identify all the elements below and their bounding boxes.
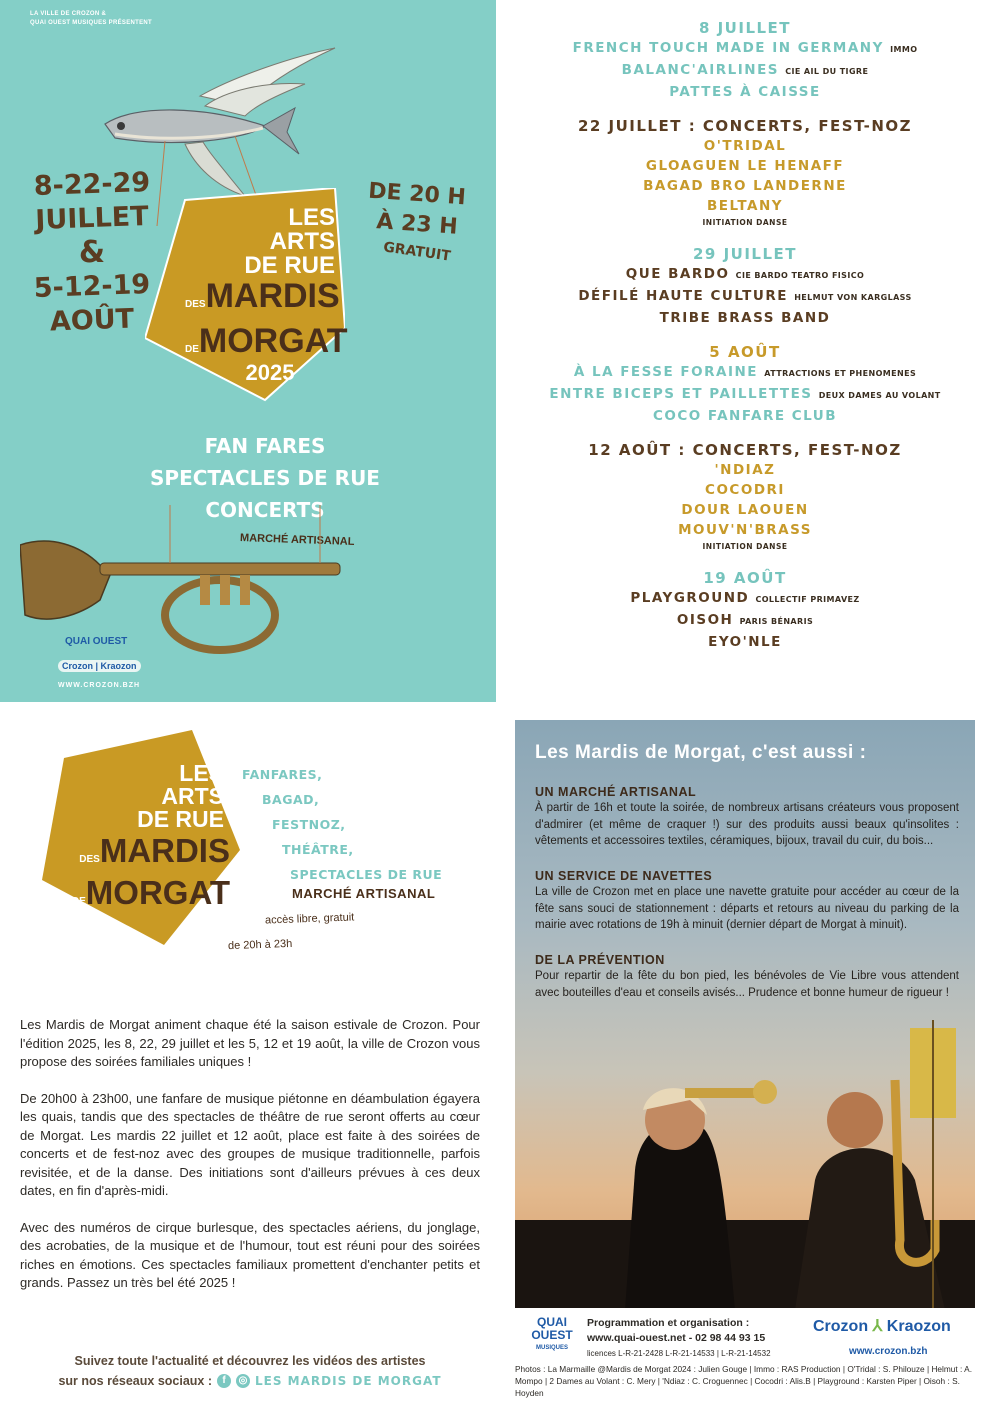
programme-day	[520, 116, 970, 230]
act-name: COCO FANFARE CLUB	[652, 408, 838, 424]
programme-act	[520, 406, 970, 426]
act-company: IMMO	[890, 45, 918, 54]
poster-url: WWW.CROZON.BZH	[58, 682, 141, 689]
act-company: PARIS BÉNARIS	[739, 617, 814, 626]
brand-pentagon	[145, 188, 348, 403]
act-company: COLLECTIF PRIMAVEZ	[755, 595, 860, 604]
event-type: FESTNOZ,	[272, 817, 346, 832]
programme-act	[520, 384, 970, 406]
programme-day-title: 5 AOÛT	[709, 343, 781, 361]
act-name: COCODRI	[705, 482, 785, 498]
panel-section-prevention: DE LA PRÉVENTION Pour repartir de la fête du bon pied, les bénévoles de Vie Libre vous attendent avec bouteilles d'eau et conseils avisés... Prudence et bonne humeur de rigueur !	[535, 953, 959, 999]
programme-act	[520, 308, 970, 328]
brand-year: 2025	[245, 360, 295, 385]
act-name: ENTRE BICEPS ET PAILLETTES	[549, 386, 813, 402]
programme-day-title: 19 AOÛT	[703, 569, 787, 587]
programme-initiation: INITIATION DANSE	[702, 218, 788, 227]
poster-presenter: LA VILLE DE CROZON & QUAI OUEST MUSIQUES PRÉSENTENT	[30, 11, 153, 26]
poster-dates: 8-22-29 JUILLET & 5-12-19 AOÛT	[33, 166, 151, 338]
intro-hours: de 20h à 23h	[227, 937, 293, 953]
event-type: SPECTACLES DE RUE	[290, 867, 443, 882]
act-name: QUE BARDO	[625, 266, 730, 282]
act-name: À LA FESSE FORAINE	[573, 364, 759, 380]
programme-act	[520, 264, 970, 286]
act-name: GLOAGUEN LE HENAFF	[645, 158, 845, 174]
act-company: CIE BARDO TEATRO FISICO	[735, 271, 865, 280]
intro-paragraph: Avec des numéros de cirque burlesque, des spectacles aériens, du jonglage, des acrobaties, de la musique et de l'humour, tout est réuni pour des soirées riches en émotions. Ces spectacles familiaux promettent d'enchanter petits et grands. Passez un très bel été 2025 !	[20, 1219, 480, 1290]
programme-day-title: 22 JUILLET : CONCERTS, FEST-NOZ	[577, 117, 913, 135]
programme-act	[520, 362, 970, 384]
event-type: THÉÂTRE,	[282, 842, 354, 857]
act-name: EYO'NLE	[708, 634, 782, 650]
poster-market: MARCHÉ ARTISANAL	[239, 532, 355, 548]
also-panel	[515, 720, 975, 1308]
programme-day-title: 29 JUILLET	[692, 245, 798, 263]
programme-list	[520, 18, 970, 666]
intro-market: MARCHÉ ARTISANAL	[292, 886, 436, 901]
crozon-logo: Crozon | Kraozon	[58, 660, 141, 672]
quai-ouest-logo: QUAI OUEST MUSIQUES	[531, 1315, 573, 1351]
act-company: HELMUT VON KARGLASS	[794, 293, 912, 302]
programme-act	[520, 38, 970, 60]
facebook-icon[interactable]: f	[217, 1374, 231, 1388]
programme-act	[520, 500, 970, 520]
social-tag[interactable]: LES MARDIS DE MORGAT	[255, 1374, 442, 1388]
act-name: PLAYGROUND	[630, 590, 750, 606]
programme-act	[520, 176, 970, 196]
quai-ouest-logo: QUAI OUEST	[65, 636, 128, 647]
act-company: DEUX DAMES AU VOLANT	[818, 391, 941, 400]
programme-day-title: 12 AOÛT : CONCERTS, FEST-NOZ	[588, 441, 902, 459]
act-name: MOUV'N'BRASS	[678, 522, 812, 538]
act-name: 'NDIAZ	[714, 462, 776, 478]
panel-section-market: UN MARCHÉ ARTISANAL À partir de 16h et toute la soirée, de nombreux artisans créateurs vous proposent d'admirer (et même de craquer !) sur des produits aussi beaux qu'insolites : vêtements et accessoires textiles, céramiques, bijoux, travail du cuir, du bois...	[535, 785, 959, 847]
brand-pentagon-small	[42, 730, 242, 945]
programme-day	[520, 342, 970, 426]
event-type: FANFARES,	[242, 767, 323, 782]
intro-paragraph: De 20h00 à 23h00, une fanfare de musique piétonne en déambulation égayera les quais, tandis que des spectacles de théâtre de rue seront offerts au cœur de Morgat. Les mardis 22 juillet et 12 août, place est faite à des soirées de concerts et de fest-noz avec des groupes de musique traditionnelle, parfois revisitée, et de la danse. Des initiations sont d'ailleurs prévues à ces deux dates, en fin d'après-midi.	[20, 1090, 480, 1198]
act-name: FRENCH TOUCH MADE IN GERMANY	[572, 40, 884, 56]
intro-free: accès libre, gratuit	[264, 911, 355, 927]
instagram-icon[interactable]: ◎	[236, 1374, 250, 1388]
programme-act	[520, 82, 970, 102]
brand-arts-de-rue: LES ARTS DE RUE	[137, 760, 224, 832]
crozon-logo: Crozon ⅄ Kraozon	[813, 1318, 951, 1335]
act-company: ATTRACTIONS ET PHENOMENES	[764, 369, 917, 378]
tuba-illustration	[20, 505, 360, 685]
programme-act	[520, 60, 970, 82]
programme-day-title: 8 JUILLET	[698, 19, 792, 37]
organiser-contact[interactable]: www.quai-ouest.net - 02 98 44 93 15	[587, 1332, 766, 1344]
programme-day	[520, 18, 970, 102]
act-name: OISOH	[676, 612, 734, 628]
programme-initiation: INITIATION DANSE	[702, 542, 788, 551]
act-name: PATTES À CAISSE	[669, 84, 821, 100]
programme-day	[520, 244, 970, 328]
programme-day	[520, 440, 970, 554]
crozon-url[interactable]: www.crozon.bzh	[849, 1346, 928, 1357]
social-follow: Suivez toute l'actualité et découvrez les vidéos des artistes sur nos réseaux sociaux : f ◎ LES MARDIS DE MORGAT	[20, 1351, 480, 1391]
programme-act	[520, 632, 970, 652]
photo-credits: Photos : La Marmaille @Mardis de Morgat 2024 : Julien Gouge | Immo : RAS Production | O'Tridal : S. Philouze | Helmut : A. Mompo | 2 Dames au Volant : C. Mery | 'Ndiaz : C. Croguennec | Cocodri : Alis.B | Playground : Karsten Piper | Oisoh : S. Hoyden	[515, 1364, 973, 1398]
act-name: BALANC'AIRLINES	[621, 62, 780, 78]
act-name: DÉFILÉ HAUTE CULTURE	[578, 288, 788, 304]
credits	[515, 1308, 975, 1403]
organiser-info: Programmation et organisation : www.quai-ouest.net - 02 98 44 93 15 licences L-R-21-2428 L-R-21-14533 | L-R-21-14532	[587, 1317, 771, 1358]
programme-act	[520, 196, 970, 216]
poster-programme-types: FAN FARES SPECTACLES DE RUE CONCERTS	[150, 434, 380, 522]
programme-day	[520, 568, 970, 652]
act-name: TRIBE BRASS BAND	[659, 310, 831, 326]
programme-act	[520, 460, 970, 480]
intro-body	[20, 1016, 480, 1311]
brand-mardis-de-morgat: DESMARDIS DEMORGAT	[71, 832, 230, 911]
poster	[0, 0, 496, 702]
panel-title: Les Mardis de Morgat, c'est aussi :	[535, 742, 867, 763]
poster-hours: DE 20 H À 23 H GRATUIT	[367, 178, 467, 265]
act-name: BELTANY	[706, 198, 784, 214]
programme-act	[520, 286, 970, 308]
programme-act	[520, 156, 970, 176]
act-company: CIE AIL DU TIGRE	[785, 67, 869, 76]
act-name: DOUR LAOUEN	[681, 502, 809, 518]
programme-act	[520, 588, 970, 610]
programme-act	[520, 136, 970, 156]
event-type: BAGAD,	[262, 792, 320, 807]
programme-act	[520, 610, 970, 632]
act-name: O'TRIDAL	[703, 138, 787, 154]
programme-act	[520, 520, 970, 540]
brand-mardis-de-morgat: DESMARDIS DEMORGAT	[185, 277, 348, 360]
programme-act	[520, 480, 970, 500]
musicians-photo	[515, 1020, 975, 1308]
intro-paragraph: Les Mardis de Morgat animent chaque été la saison estivale de Crozon. Pour l'édition 2025, les 8, 22, 29 juillet et les 5, 12 et 19 août, la ville de Crozon vous propose des soirées familiales uniques !	[20, 1017, 480, 1069]
event-types-list	[240, 762, 490, 887]
panel-section-shuttle: UN SERVICE DE NAVETTES La ville de Crozon met en place une navette gratuite pour accéder au cœur de la fête sans souci de stationnement : départs et retours au niveau du parking de la mairie avec rotations de 19h à minuit (dernier départ de Morgat à minuit).	[535, 869, 959, 931]
brand-arts-de-rue: LES ARTS DE RUE	[244, 204, 335, 279]
act-name: BAGAD BRO LANDERNE	[643, 178, 847, 194]
